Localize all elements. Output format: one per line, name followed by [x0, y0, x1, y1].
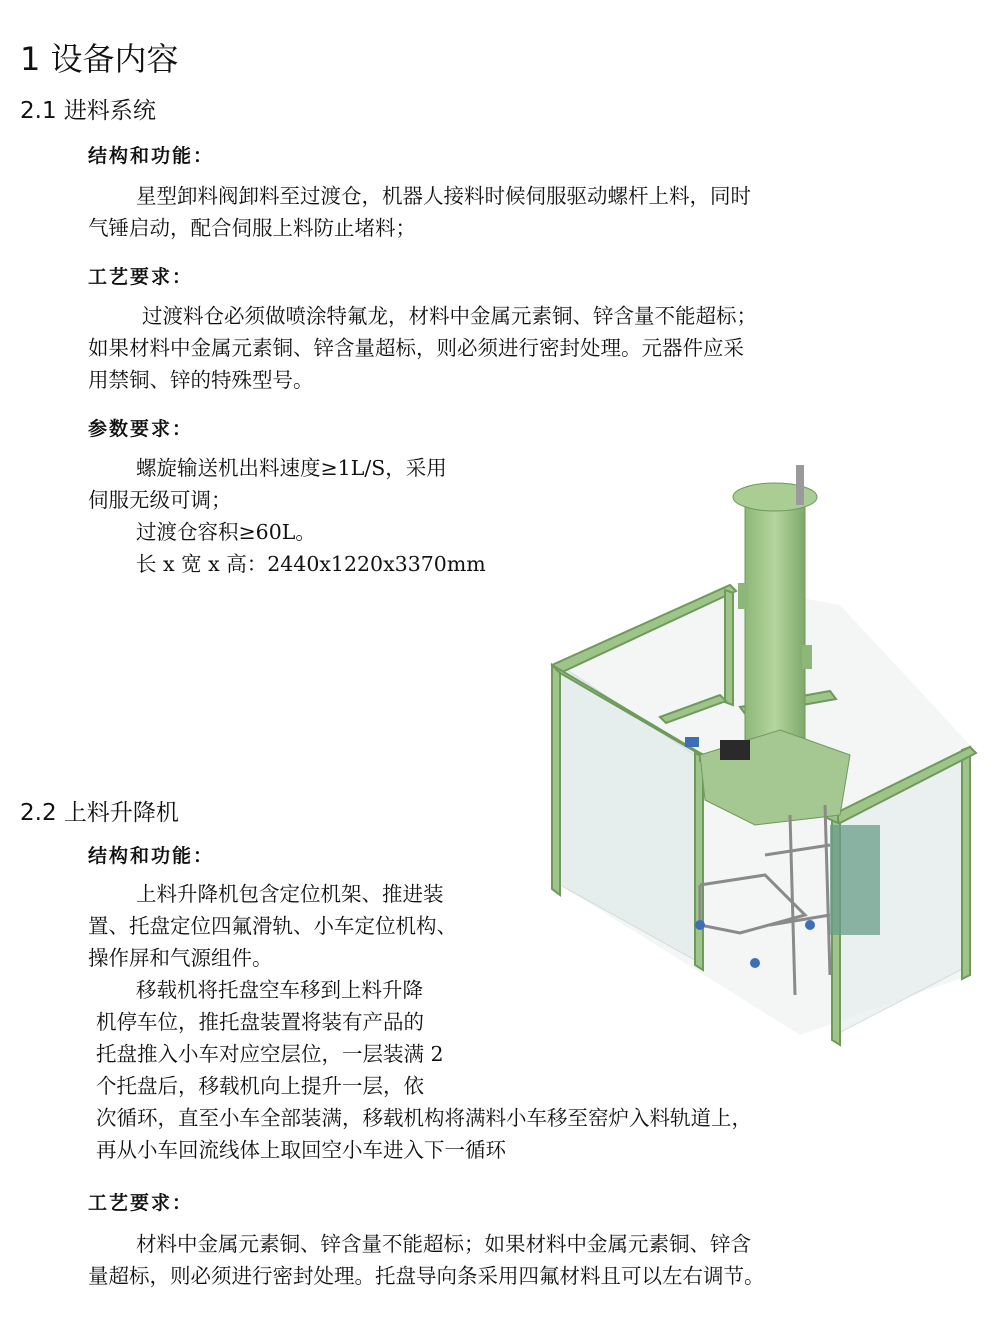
text-line: 如果材料中金属元素铜、锌含量超标，则必须进行密封处理。元器件应采: [88, 336, 744, 360]
section-title: 1 设备内容: [20, 40, 179, 78]
text-line: 机停车位，推托盘装置将装有产品的: [96, 1010, 424, 1034]
section-2-2-title: 2.2 上料升降机: [20, 800, 179, 826]
s21-param-heading: 参数要求：: [88, 418, 194, 440]
text-line: 置、托盘定位四氟滑轨、小车定位机构、: [88, 914, 457, 938]
text-line: 过渡料仓必须做喷涂特氟龙，材料中金属元素铜、锌含量不能超标；: [142, 304, 757, 328]
section-2-1-title: 2.1 进料系统: [20, 98, 156, 124]
s21-function-heading: 结构和功能：: [88, 145, 215, 167]
s21-tech-paragraph: [88, 300, 757, 396]
text-line: 移载机将托盘空车移到上料升降: [136, 978, 423, 1002]
text-line: 再从小车回流线体上取回空小车进入下一循环: [96, 1138, 506, 1162]
text-line: 星型卸料阀卸料至过渡仓，机器人接料时候伺服驱动螺杆上料，同时: [136, 184, 751, 208]
s21-function-paragraph: [88, 180, 751, 244]
text-line: 上料升降机包含定位机架、推进装: [136, 882, 444, 906]
text-line: 托盘推入小车对应空层位，一层装满 2: [96, 1042, 444, 1066]
s22-function-heading: 结构和功能：: [88, 845, 215, 867]
text-line: 操作屏和气源组件。: [88, 946, 273, 970]
s21-param-paragraph: [88, 452, 486, 580]
text-line: 过渡仓容积≥60L。: [136, 520, 316, 544]
text-line: 个托盘后，移载机向上提升一层，依: [96, 1074, 424, 1098]
text-line: 量超标，则必须进行密封处理。托盘导向条采用四氟材料且可以左右调节。: [88, 1264, 765, 1288]
text-line: 螺旋输送机出料速度≥1L/S，采用: [136, 456, 447, 480]
s22-function-paragraph: [88, 878, 752, 1166]
text-line: 材料中金属元素铜、锌含量不能超标；如果材料中金属元素铜、锌含: [136, 1232, 751, 1256]
s21-tech-heading: 工艺要求：: [88, 266, 194, 288]
s22-tech-paragraph: [88, 1228, 765, 1292]
text-line: 伺服无级可调；: [88, 488, 232, 512]
s22-tech-heading: 工艺要求：: [88, 1192, 194, 1214]
text-line: 次循环，直至小车全部装满，移载机构将满料小车移至窑炉入料轨道上，: [96, 1106, 752, 1130]
text-line: 气锤启动，配合伺服上料防止堵料；: [88, 216, 416, 240]
text-line: 用禁铜、锌的特殊型号。: [88, 368, 314, 392]
text-line: 长 x 宽 x 高：2440x1220x3370mm: [136, 552, 486, 576]
